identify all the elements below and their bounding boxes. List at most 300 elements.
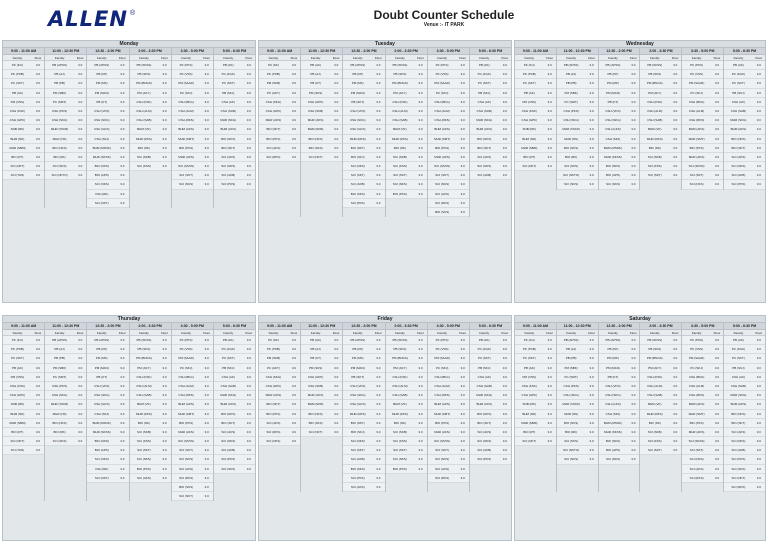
table-row: [470, 135, 511, 144]
table-row: [682, 162, 723, 171]
time-slot-header: 5:00 - 6:30 PM: [470, 48, 511, 55]
floor-cell: 3.0: [162, 420, 167, 425]
floor-cell: 3.0: [35, 356, 41, 361]
table-row: [386, 437, 427, 446]
table-row: [640, 446, 681, 455]
table-row: [301, 107, 342, 116]
table-row: [172, 428, 213, 437]
floor-cell: 3.0: [78, 338, 83, 342]
floor-cell: 3.0: [756, 383, 761, 388]
faculty-column-header: Faculty: [437, 331, 447, 335]
faculty-cell: PK (KU): [523, 63, 535, 67]
faculty-cell: CSH (BKG): [178, 374, 194, 379]
table-row: [87, 446, 128, 455]
table-row: [515, 61, 556, 70]
table-row: [515, 79, 556, 88]
faculty-cell: CSH (ALM): [392, 383, 408, 388]
floor-cell: 3.0: [502, 356, 507, 361]
floor-cell: 3.0: [673, 81, 678, 86]
faculty-column-header: Faculty: [733, 56, 744, 60]
faculty-cell: BIO (NKS): [605, 164, 621, 169]
faculty-cell: CSH (VKS): [350, 108, 366, 113]
faculty-cell: PM (MAN): [605, 365, 620, 370]
floor-cell: 3.0: [714, 393, 720, 398]
floor-cell: 3.0: [291, 356, 297, 361]
table-row: [45, 116, 86, 125]
floor-cell: 3.0: [376, 411, 381, 416]
floor-cell: 3.0: [334, 338, 339, 342]
faculty-cell: BIO (SKJ): [350, 429, 365, 434]
floor-cell: 3.0: [376, 374, 381, 379]
table-row: [599, 135, 640, 144]
floor-cell: 3.0: [502, 164, 507, 169]
time-slot-column: [259, 323, 301, 492]
floor-cell: 3.0: [162, 63, 167, 67]
table-row: [599, 437, 640, 446]
table-row: [557, 336, 598, 345]
floor-cell: 3.0: [35, 72, 41, 77]
floor-cell: 3.0: [120, 475, 125, 480]
faculty-cell: CSH (SAB): [730, 383, 747, 388]
faculty-cell: CSH (KSK): [521, 108, 537, 113]
floor-cell: 3.0: [246, 374, 251, 379]
floor-column-header: Floor: [203, 331, 211, 335]
table-row: [45, 364, 86, 373]
floor-cell: 3.0: [291, 365, 297, 370]
faculty-cell: MHR (NS): [52, 411, 67, 416]
faculty-cell: BIO (RK): [565, 154, 578, 159]
faculty-cell: PB (AK): [310, 63, 321, 67]
table-row: [682, 98, 723, 107]
table-row: [172, 125, 213, 134]
faculty-cell: BHM (AKS): [688, 402, 705, 407]
table-row: [130, 391, 171, 400]
table-row: [428, 345, 469, 354]
table-row: [428, 61, 469, 70]
faculty-column-header: Faculty: [54, 331, 65, 335]
table-row: [259, 391, 300, 400]
floor-cell: 3.0: [334, 393, 339, 398]
faculty-cell: BHM (VK): [648, 402, 662, 407]
floor-cell: 3.0: [460, 457, 465, 462]
faculty-cell: CSH (SKG): [93, 393, 110, 398]
floor-cell: 3.0: [418, 448, 423, 453]
table-row: [682, 373, 723, 382]
floor-cell: 3.0: [502, 429, 507, 434]
faculty-column-header: Faculty: [608, 331, 618, 335]
faculty-cell: BHM (VK): [393, 402, 407, 407]
faculty-column-header: Faculty: [181, 56, 191, 60]
floor-cell: 3.0: [35, 90, 41, 95]
faculty-cell: SCI (NKT): [522, 164, 537, 169]
floor-cell: 3.0: [673, 164, 678, 169]
faculty-cell: BIO (NKS): [605, 439, 621, 444]
faculty-cell: BIO (APS): [605, 173, 620, 178]
table-row: [130, 446, 171, 455]
faculty-cell: PB (APSS): [94, 338, 110, 342]
table-row: [557, 446, 598, 455]
floor-cell: 3.0: [35, 365, 41, 370]
table-row: [386, 180, 427, 189]
table-row: [87, 79, 128, 88]
floor-cell: 3.0: [756, 365, 761, 370]
faculty-cell: PK (TRB): [10, 347, 24, 352]
faculty-cell: CSH (GKS): [349, 402, 366, 407]
floor-cell: 3.0: [756, 466, 761, 471]
table-row: [259, 437, 300, 446]
floor-column-header: Floor: [459, 331, 467, 335]
floor-column-header: Floor: [671, 56, 679, 60]
faculty-cell: PC (SKT): [477, 356, 491, 361]
faculty-column-header: Faculty: [223, 56, 234, 60]
table-row: [470, 79, 511, 88]
floor-column-header: Floor: [588, 331, 595, 335]
faculty-cell: SCI (SKT): [647, 173, 662, 178]
floor-cell: 3.0: [246, 347, 251, 352]
faculty-cell: PC (KGK): [221, 347, 235, 352]
floor-cell: 3.0: [334, 127, 339, 132]
floor-cell: 3.0: [673, 72, 678, 77]
table-row: [557, 135, 598, 144]
table-row: [515, 400, 556, 409]
faculty-cell: PM (BNGS): [646, 356, 663, 361]
table-row: [515, 135, 556, 144]
table-row: [428, 116, 469, 125]
floor-cell: 3.0: [246, 173, 251, 178]
faculty-column-header: Faculty: [691, 56, 702, 60]
floor-cell: 3.0: [376, 383, 381, 388]
table-row: [172, 79, 213, 88]
floor-cell: 3.0: [246, 466, 251, 471]
faculty-cell: SCI (NKT): [731, 475, 746, 480]
floor-cell: 3.0: [714, 63, 720, 67]
floor-cell: 3.0: [673, 99, 678, 104]
faculty-cell: MHR (AKS): [307, 393, 324, 398]
floor-cell: 3.0: [673, 402, 678, 407]
faculty-cell: CSH (SKG): [563, 118, 579, 123]
table-row: [386, 455, 427, 464]
table-row: [428, 125, 469, 134]
faculty-cell: CSH (SAB): [476, 108, 492, 113]
table-row: [343, 474, 384, 483]
floor-cell: 3.0: [714, 402, 720, 407]
floor-cell: 3.0: [460, 127, 465, 132]
floor-cell: 3.0: [78, 411, 83, 416]
faculty-cell: SCI (AKS): [179, 466, 194, 471]
table-row: [640, 98, 681, 107]
table-row: [428, 180, 469, 189]
faculty-column-header: Faculty: [479, 56, 490, 60]
floor-cell: 3.0: [714, 420, 720, 425]
floor-cell: 3.0: [547, 108, 552, 113]
faculty-cell: BIO (RT): [11, 429, 24, 434]
faculty-cell: SCI (AKS): [221, 154, 236, 159]
faculty-cell: PC (SKT): [732, 356, 745, 361]
floor-cell: 3.0: [162, 374, 167, 379]
faculty-column-header: Faculty: [566, 331, 576, 335]
faculty-cell: PB (AJ): [54, 347, 65, 352]
floor-column-header: Floor: [161, 56, 168, 60]
table-row: [172, 135, 213, 144]
table-row: [470, 336, 511, 345]
floor-cell: 3.0: [714, 90, 720, 95]
table-row: [130, 336, 171, 345]
floor-cell: 3.0: [376, 90, 381, 95]
floor-cell: 3.0: [246, 127, 251, 132]
table-row: [87, 135, 128, 144]
floor-column-header: Floor: [290, 56, 298, 60]
floor-cell: 3.0: [631, 448, 636, 453]
faculty-cell: SCI (SKB): [137, 429, 151, 434]
faculty-cell: BIO (PKS): [266, 411, 281, 416]
faculty-column-header: Faculty: [733, 331, 744, 335]
floor-cell: 3.0: [547, 154, 552, 159]
faculty-cell: SCI (RKS): [435, 200, 450, 205]
floor-cell: 3.0: [418, 108, 423, 113]
time-slot-column: [386, 323, 428, 492]
floor-cell: 3.0: [460, 72, 465, 77]
floor-cell: 3.0: [162, 466, 167, 471]
faculty-cell: PM (BNGS): [136, 81, 152, 86]
table-row: [428, 107, 469, 116]
table-row: [682, 171, 723, 180]
table-row: [470, 98, 511, 107]
table-row: [301, 410, 342, 419]
floor-cell: 3.0: [204, 457, 209, 462]
floor-cell: 3.0: [756, 99, 761, 104]
floor-cell: 3.0: [714, 448, 720, 453]
faculty-column-header: Faculty: [223, 331, 234, 335]
floor-cell: 3.0: [756, 72, 761, 77]
floor-cell: 3.0: [589, 154, 594, 159]
floor-cell: 3.0: [204, 393, 209, 398]
floor-cell: 3.0: [291, 374, 297, 379]
table-row: [45, 373, 86, 382]
floor-cell: 3.0: [162, 402, 167, 407]
floor-cell: 3.0: [460, 173, 465, 178]
floor-cell: 3.0: [673, 127, 678, 132]
faculty-cell: SCI (SKT): [689, 173, 704, 178]
faculty-cell: SCI (NKS): [350, 164, 365, 169]
faculty-cell: PK (PKS): [435, 338, 449, 342]
faculty-cell: PB (APSS): [94, 63, 110, 67]
floor-cell: 3.0: [78, 164, 83, 169]
faculty-cell: CSH (SAB): [647, 393, 663, 398]
time-slot-column: [301, 48, 343, 217]
floor-cell: 3.0: [460, 182, 465, 187]
faculty-cell: MHR (SKG): [476, 393, 493, 398]
faculty-cell: PC (SMT): [564, 374, 578, 379]
faculty-column-header: Faculty: [96, 331, 107, 335]
faculty-cell: PM (MK): [351, 81, 364, 86]
faculty-cell: PB (SKJ): [732, 365, 745, 370]
floor-cell: 3.0: [547, 365, 552, 370]
time-slot-header: 9:00 - 11:00 AM: [515, 48, 556, 55]
faculty-cell: SCI (SKT): [137, 448, 151, 453]
floor-cell: 3.0: [460, 118, 465, 123]
faculty-cell: SCI (NKT): [94, 200, 109, 205]
floor-cell: 3.0: [589, 356, 594, 361]
floor-cell: 3.0: [291, 99, 297, 104]
table-row: [724, 437, 765, 446]
floor-cell: 3.0: [547, 420, 552, 425]
table-row: [557, 116, 598, 125]
floor-cell: 3.0: [547, 402, 552, 407]
table-row: [259, 89, 300, 98]
table-row: [343, 125, 384, 134]
faculty-cell: PM (AKY): [393, 365, 407, 370]
floor-cell: 3.0: [460, 63, 465, 67]
table-row: [428, 171, 469, 180]
floor-column-header: Floor: [755, 331, 763, 335]
floor-cell: 3.0: [418, 182, 423, 187]
faculty-cell: PB (AK): [733, 63, 744, 67]
floor-cell: 3.0: [376, 63, 381, 67]
floor-cell: 3.0: [589, 439, 594, 444]
faculty-cell: PK (PKS): [179, 338, 193, 342]
faculty-cell: PB (PB): [54, 356, 65, 361]
faculty-cell: PC (KGK): [477, 347, 491, 352]
faculty-cell: MHR (TAKR): [50, 127, 69, 132]
table-row: [386, 162, 427, 171]
faculty-cell: BIO (NKS): [731, 136, 746, 141]
faculty-cell: CSH (SKG): [265, 99, 282, 104]
faculty-cell: BHM (AKS): [434, 402, 450, 407]
table-row: [87, 70, 128, 79]
faculty-cell: BHM (AKS): [178, 402, 194, 407]
floor-column-header: Floor: [713, 56, 721, 60]
faculty-cell: SCI (NKS): [94, 182, 109, 187]
faculty-cell: BHM (MSNK): [603, 420, 623, 425]
faculty-cell: BIO (SKT): [731, 420, 746, 425]
table-row: [130, 345, 171, 354]
faculty-cell: PM (SAAR): [434, 81, 450, 86]
table-row: [682, 116, 723, 125]
table-row: [130, 437, 171, 446]
faculty-column-header: Faculty: [268, 331, 279, 335]
faculty-cell: SCI (NKS): [136, 457, 151, 462]
floor-column-header: Floor: [546, 56, 554, 60]
time-slots: [3, 323, 255, 501]
floor-cell: 3.0: [376, 402, 381, 407]
table-row: [3, 336, 44, 345]
faculty-cell: CSH (AK): [731, 99, 746, 104]
floor-cell: 3.0: [78, 108, 83, 113]
faculty-cell: PK (TRB): [266, 347, 280, 352]
faculty-cell: PM (SBK): [52, 90, 67, 95]
table-row: [301, 70, 342, 79]
table-row: [682, 79, 723, 88]
faculty-cell: CSH (VKS): [605, 383, 621, 388]
faculty-cell: PM (AKY): [648, 90, 662, 95]
faculty-cell: PB (KT): [607, 374, 619, 379]
floor-cell: 3.0: [376, 182, 381, 187]
faculty-cell: CSH (ALM): [647, 108, 663, 113]
faculty-cell: SCI (SKB): [137, 154, 151, 159]
faculty-cell: BIO (SKS): [350, 191, 365, 196]
floor-cell: 3.0: [291, 439, 297, 444]
floor-cell: 3.0: [162, 154, 167, 159]
time-slot-header: 11:00 - 12:30 PM: [301, 48, 342, 55]
floor-cell: 3.0: [673, 383, 678, 388]
table-row: [640, 89, 681, 98]
faculty-cell: BIO (PKS): [392, 466, 407, 471]
table-row: [259, 79, 300, 88]
table-row: [3, 364, 44, 373]
table-row: [599, 446, 640, 455]
floor-cell: 3.0: [589, 393, 594, 398]
table-row: [724, 79, 765, 88]
floor-cell: 3.0: [78, 72, 83, 77]
faculty-cell: PC (SKT): [732, 81, 745, 86]
table-row: [172, 336, 213, 345]
faculty-column-header: Faculty: [649, 331, 660, 335]
table-row: [386, 419, 427, 428]
floor-cell: 3.0: [334, 420, 339, 425]
faculty-cell: PM (SKB): [266, 81, 281, 86]
table-row: [682, 382, 723, 391]
table-row: [724, 144, 765, 153]
floor-cell: 3.0: [246, 402, 251, 407]
faculty-cell: SCI (RKS): [689, 475, 704, 480]
faculty-cell: SCI (AKB): [477, 448, 492, 453]
table-row: [259, 107, 300, 116]
faculty-cell: SCI (SKT): [435, 448, 449, 453]
faculty-cell: PB (SKT): [351, 99, 365, 104]
floor-cell: 3.0: [78, 145, 83, 150]
time-slot-column: [682, 323, 724, 492]
faculty-cell: SCI (KSS): [137, 439, 151, 444]
faculty-cell: PB (APSS): [52, 338, 67, 342]
floor-cell: 3.0: [78, 439, 83, 444]
table-row: [130, 107, 171, 116]
table-row: [724, 428, 765, 437]
table-row: [172, 153, 213, 162]
faculty-cell: BIO (PKS): [435, 420, 450, 425]
table-row: [515, 410, 556, 419]
floor-cell: 3.0: [756, 448, 761, 453]
faculty-cell: BIO (PKS): [392, 191, 407, 196]
table-row: [45, 162, 86, 171]
floor-cell: 3.0: [460, 338, 465, 342]
floor-cell: 3.0: [714, 383, 720, 388]
table-row: [343, 107, 384, 116]
floor-cell: 3.0: [714, 108, 720, 113]
floor-column-header: Floor: [290, 331, 298, 335]
faculty-cell: BIO (SKT): [266, 127, 281, 132]
floor-cell: 3.0: [376, 347, 381, 352]
table-row: [640, 428, 681, 437]
faculty-cell: SCI (PKS): [221, 457, 236, 462]
floor-cell: 3.0: [502, 393, 507, 398]
faculty-cell: BHM (MSNK): [92, 420, 111, 425]
table-row: [386, 336, 427, 345]
floor-cell: 3.0: [673, 338, 678, 342]
floor-cell: 3.0: [78, 393, 83, 398]
floor-cell: 3.0: [204, 411, 209, 416]
floor-cell: 3.0: [334, 90, 339, 95]
faculty-cell: BHM (AKS): [220, 127, 237, 132]
floor-cell: 3.0: [376, 475, 381, 480]
faculty-column-header: Faculty: [139, 56, 149, 60]
floor-cell: 3.0: [714, 338, 720, 342]
floor-cell: 3.0: [631, 429, 636, 434]
floor-cell: 3.0: [204, 145, 209, 150]
floor-cell: 3.0: [334, 99, 339, 104]
table-row: [386, 400, 427, 409]
faculty-cell: PB (SKSS): [136, 63, 152, 67]
floor-cell: 3.0: [673, 411, 678, 416]
